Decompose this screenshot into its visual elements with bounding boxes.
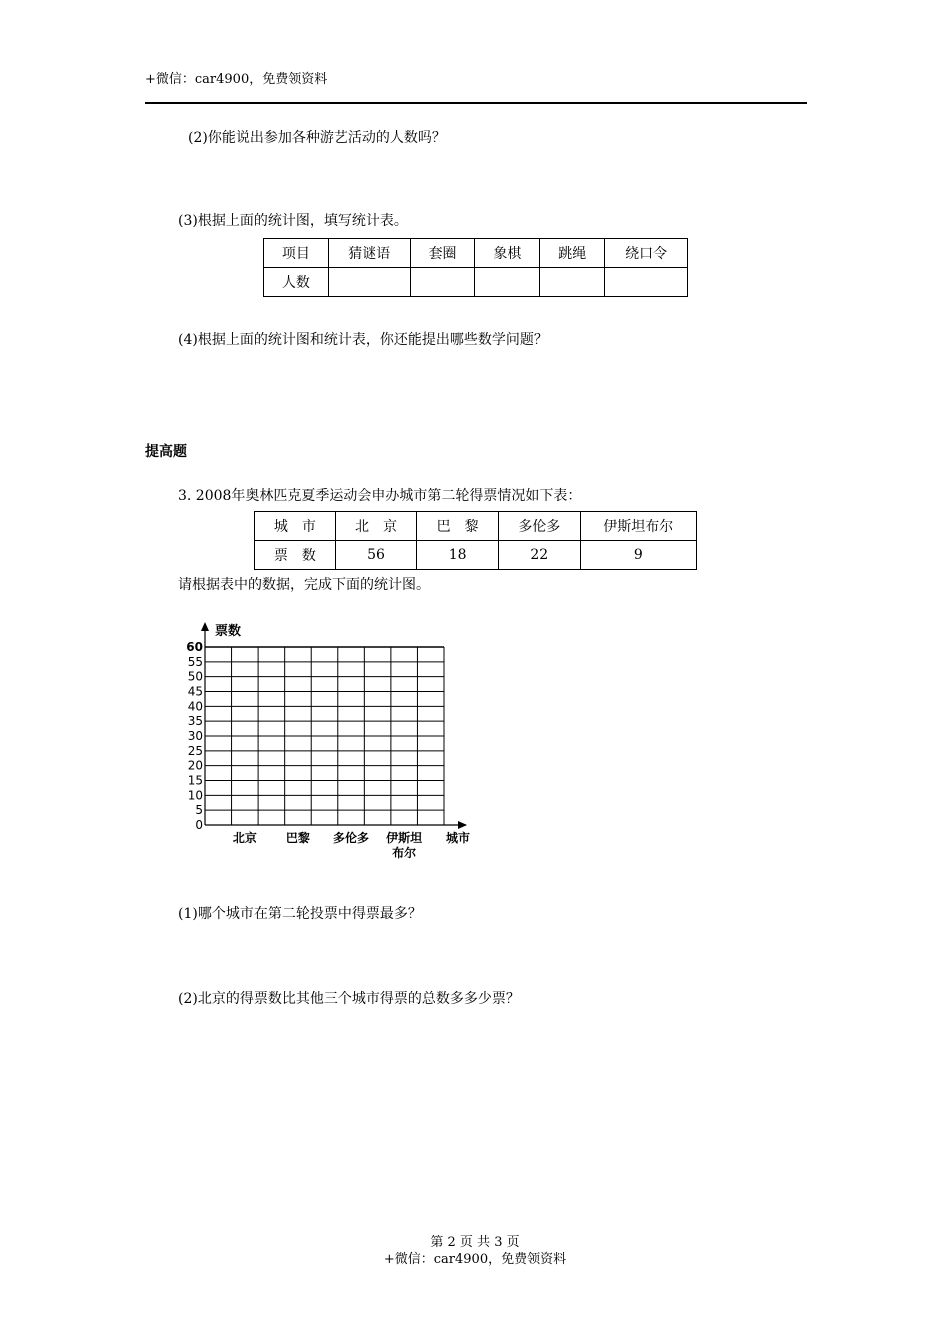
x-axis-arrow-icon [458,821,467,829]
table-cell-empty [328,268,410,297]
table-cell: 56 [335,541,417,570]
table-cell: 巴 黎 [417,512,499,541]
y-tick-label: 35 [187,714,203,729]
y-tick-label: 0 [195,818,203,832]
table-cell: 多伦多 [499,512,581,541]
header-divider [145,102,807,104]
chart-grid [205,647,444,825]
header-watermark: +微信：car4900，免费领资料 [145,72,328,87]
y-tick-label: 10 [187,788,203,803]
x-category-label: 巴黎 [285,831,310,845]
table-cell: 象棋 [475,239,540,268]
table-cell: 北 京 [335,512,417,541]
question-2: (2)你能说出参加各种游艺活动的人数吗？ [188,130,446,146]
y-tick-label: 50 [187,669,203,684]
y-tick-label: 15 [187,773,203,788]
y-axis-arrow-icon [201,622,209,631]
vote-bar-chart [170,612,490,867]
x-category-label: 多伦多 [333,831,370,845]
table-cell-empty [540,268,605,297]
table-row [255,512,697,541]
table-row [255,541,697,570]
section-title: 提高题 [145,444,187,460]
table-cell: 人数 [264,268,329,297]
table-cell: 跳绳 [540,239,605,268]
chart-y-label: 票数 [215,624,242,639]
y-tick-label: 30 [187,729,203,743]
sub-question-1: (1)哪个城市在第二轮投票中得票最多？ [178,906,422,922]
y-tick-label: 45 [187,684,203,699]
table-row [264,268,688,297]
table-cell: 伊斯坦布尔 [580,512,696,541]
x-category-label: 布尔 [392,846,417,860]
table-cell: 22 [499,541,581,570]
table-cell: 18 [417,541,499,570]
instruction: 请根据表中的数据，完成下面的统计图。 [178,577,430,593]
table-cell-empty [475,268,540,297]
sub-question-2: (2)北京的得票数比其他三个城市得票的总数多多少票？ [178,991,520,1007]
table-cell: 城 市 [255,512,336,541]
question-3: (3)根据上面的统计图，填写统计表。 [178,213,408,229]
chart-x-label: 城市 [446,831,471,845]
x-category-label: 伊斯坦 [386,831,423,845]
table-cell: 套圈 [410,239,475,268]
x-category-label: 北京 [232,831,257,845]
activity-table [263,238,688,297]
page-number: 第 2 页 共 3 页 [430,1235,520,1250]
question-4: (4)根据上面的统计图和统计表，你还能提出哪些数学问题？ [178,332,548,348]
table-cell: 票 数 [255,541,336,570]
chart-y-ticks [186,640,203,832]
table-cell: 猜谜语 [328,239,410,268]
table-cell-empty [605,268,688,297]
table-cell: 项目 [264,239,329,268]
y-tick-label: 25 [187,743,203,758]
table-cell: 9 [580,541,696,570]
chart-axes [201,622,467,829]
y-tick-label: 5 [195,803,203,818]
table-cell-empty [410,268,475,297]
y-tick-label: 40 [187,699,203,714]
y-tick-label: 20 [187,758,203,773]
y-tick-label: 55 [187,654,203,669]
table-row [264,239,688,268]
chart-x-categories [233,830,422,860]
votes-table [254,511,697,570]
footer-watermark: +微信：car4900，免费领资料 [383,1252,567,1267]
table-cell: 绕口令 [605,239,688,268]
y-tick-label: 60 [186,640,203,654]
problem-3: 3. 2008年奥林匹克夏季运动会申办城市第二轮得票情况如下表： [178,488,582,504]
